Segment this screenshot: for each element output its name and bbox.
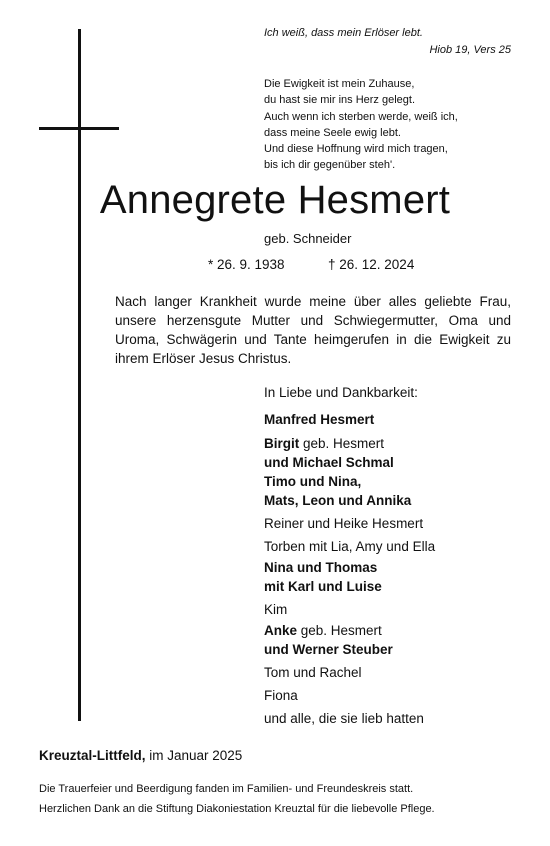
poem-line: Die Ewigkeit ist mein Zuhause, — [264, 78, 415, 90]
poem — [264, 76, 458, 174]
mourner-name-text: Kim — [264, 602, 288, 617]
deceased-name: Annegrete Hesmert — [99, 178, 451, 222]
mourner-name-text: Nina und Thomas — [264, 560, 378, 575]
mourner-birth-name: geb. Hesmert — [299, 436, 385, 451]
birth-name: geb. Schneider — [264, 231, 352, 246]
mourner-name-text: und Michael Schmal — [264, 455, 394, 470]
footer-notes — [39, 779, 435, 819]
mourner-name-text: und alle, die sie lieb hatten — [264, 711, 424, 726]
announcement-date: im Januar 2025 — [145, 748, 243, 763]
poem-line: du hast sie mir ins Herz gelegt. — [264, 94, 416, 107]
bible-quote: Ich weiß, dass mein Erlöser lebt. — [264, 27, 423, 39]
cross-icon-vertical — [78, 29, 81, 721]
mourner-group — [264, 558, 382, 596]
footer-line: Die Trauerfeier und Beerdigung fanden im Familien- und Freundeskreis statt. — [39, 783, 414, 795]
mourner-group — [264, 472, 411, 510]
mourner-name — [264, 410, 374, 429]
cross-icon-horizontal — [39, 127, 119, 130]
mourner-name-text: Fiona — [264, 688, 298, 703]
closing-line: In Liebe und Dankbarkeit: — [264, 385, 418, 400]
announcement-text: Nach langer Krankheit wurde meine über alles geliebte Frau, unsere herzensgute Mutter und Schwiegermutter, Oma und Uroma, Schwägerin und Tante heimgerufen in die Ewigkeit zu ihrem Erlöser Jesus Christus. — [115, 294, 511, 366]
mourner-name-text: Reiner und Heike Hesmert — [264, 516, 424, 531]
mourner-birth-name: geb. Hesmert — [297, 623, 382, 638]
poem-line: Auch wenn ich sterben werde, weiß ich, — [264, 110, 458, 123]
poem-line: dass meine Seele ewig lebt. — [264, 126, 401, 139]
mourner-name-text: Torben mit Lia, Amy und Ella — [264, 539, 436, 554]
mourner-name-text: und Werner Steuber — [264, 642, 393, 657]
footer-line: Herzlichen Dank an die Stiftung Diakoniestation Kreuztal für die liebevolle Pflege. — [39, 803, 435, 815]
mourner-name-text: Mats, Leon und Annika — [264, 493, 412, 508]
bible-quote-reference: Hiob 19, Vers 25 — [429, 44, 511, 56]
death-date: † 26. 12. 2024 — [328, 257, 415, 272]
mourner-name-text: mit Karl und Luise — [264, 579, 382, 594]
place-and-date — [39, 748, 242, 763]
mourner-name-text: Birgit — [264, 436, 300, 451]
mourner-name-text: Manfred Hesmert — [264, 412, 375, 427]
mourner-name-text: Tom und Rachel — [264, 665, 362, 680]
mourner-group — [264, 434, 394, 472]
place-name: Kreuztal-Littfeld, — [39, 748, 146, 763]
mourner-name-text: Anke — [264, 623, 298, 638]
poem-line: bis ich dir gegenüber steh'. — [264, 159, 396, 172]
poem-line: Und diese Hoffnung wird mich tragen, — [264, 143, 448, 156]
birth-date: * 26. 9. 1938 — [208, 257, 285, 272]
mourner-group — [264, 621, 393, 659]
mourner-name-text: Timo und Nina, — [264, 474, 362, 489]
